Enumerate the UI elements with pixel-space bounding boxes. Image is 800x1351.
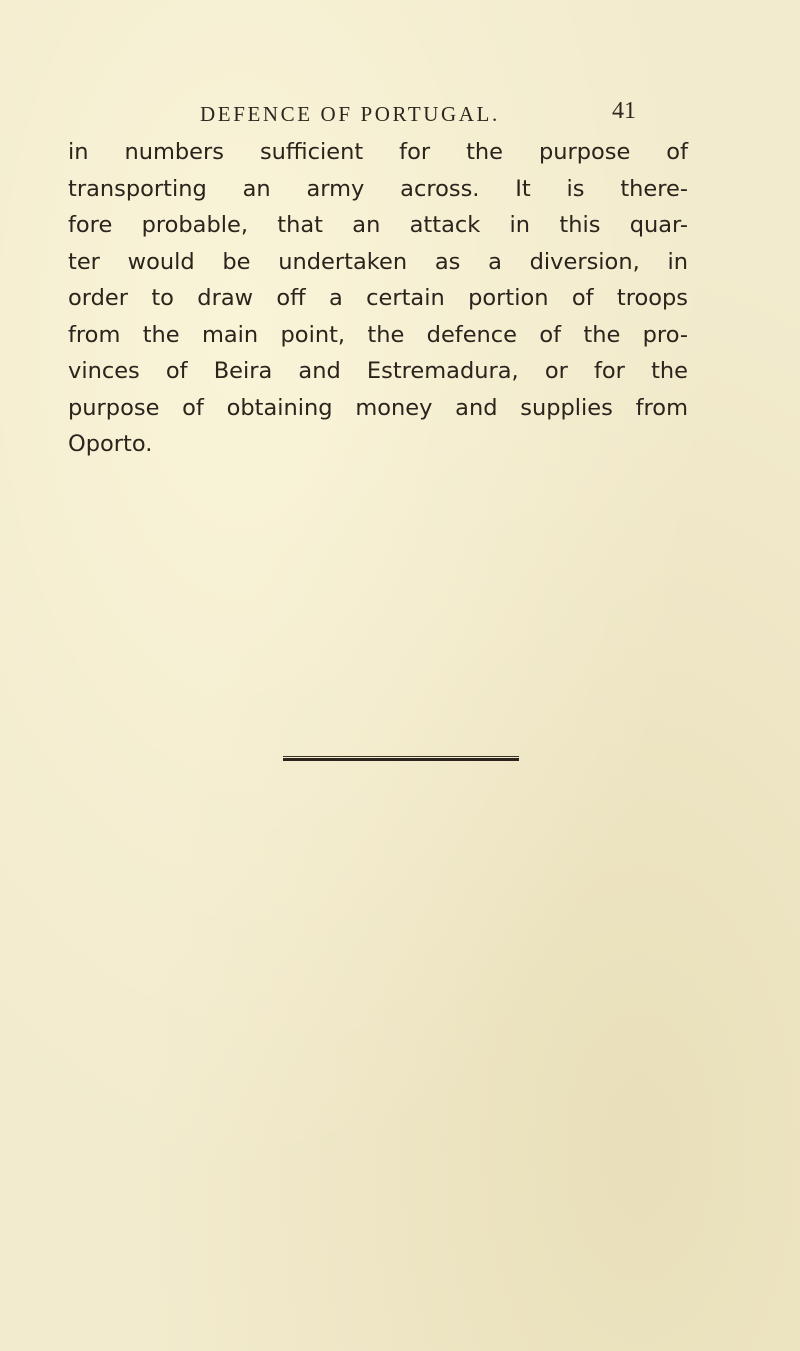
section-end-rule — [283, 756, 519, 761]
running-head-title: DEFENCE OF PORTUGAL. — [200, 102, 500, 126]
page-number: 41 — [612, 98, 636, 124]
rule-thin-line — [283, 756, 519, 757]
body-paragraph — [68, 134, 688, 463]
text-line: fore probable, that an attack in this quar- — [68, 212, 688, 238]
text-line: vinces of Beira and Estremadura, or for the — [68, 358, 688, 384]
rule-thick-line — [283, 758, 519, 761]
text-line: purpose of obtaining money and supplies from — [68, 394, 688, 421]
text-line: ter would be undertaken as a diversion, in — [68, 248, 688, 275]
text-line: in numbers sufficient for the purpose of — [68, 139, 688, 165]
running-head — [0, 94, 800, 134]
text-line: Oporto. — [68, 431, 153, 457]
text-line: order to draw off a certain portion of troops — [68, 285, 688, 311]
text-line: from the main point, the defence of the pro- — [68, 321, 688, 348]
text-line: transporting an army across. It is there- — [68, 175, 688, 202]
